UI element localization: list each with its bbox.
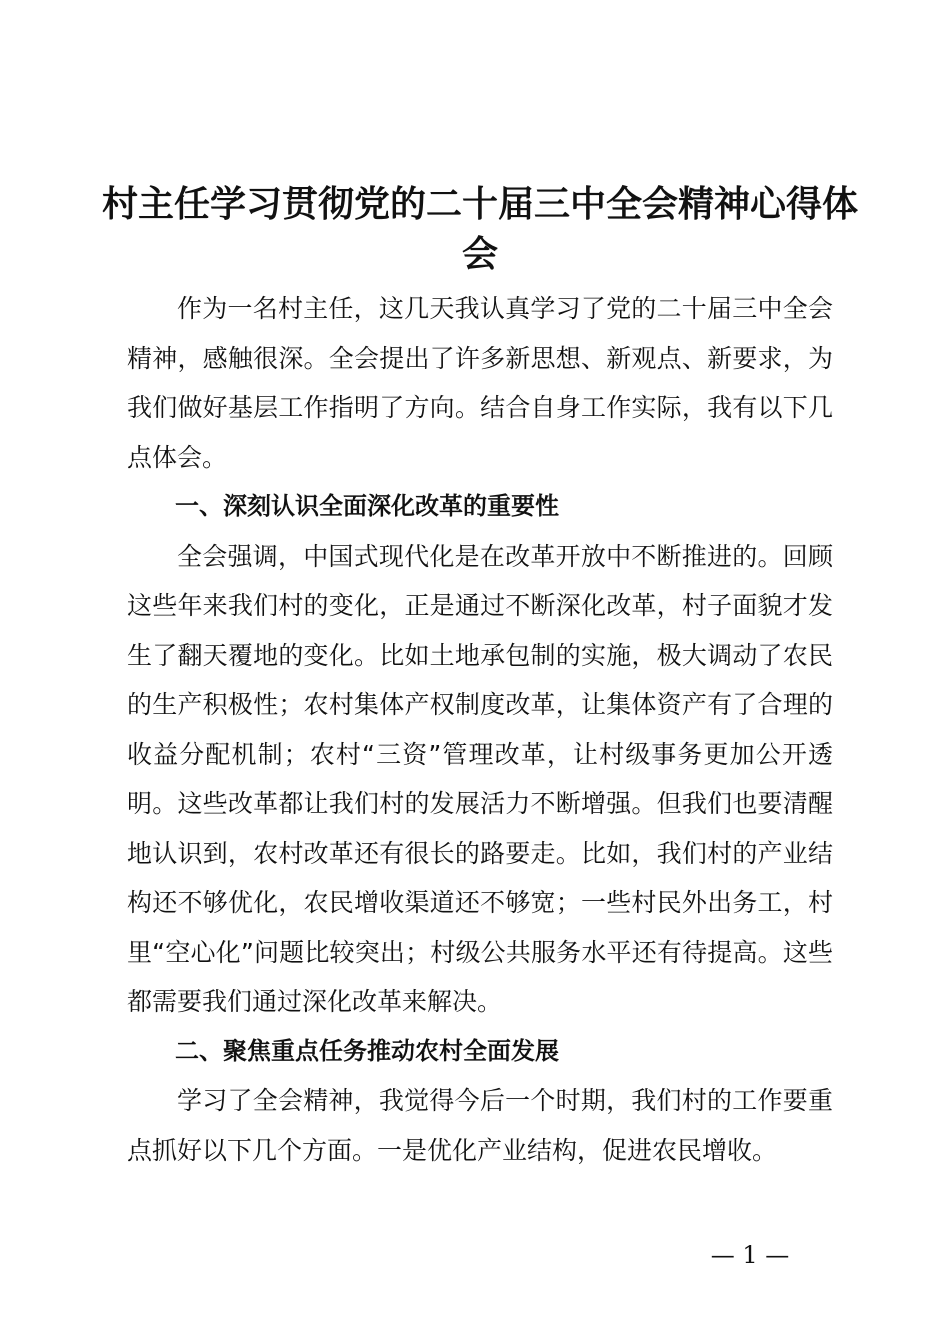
- paragraph-section-1: 全会强调，中国式现代化是在改革开放中不断推进的。回顾这些年来我们村的变化，正是通过不断深化改革，村子面貌才发生了翻天覆地的变化。比如土地承包制的实施，极大调动了农民的生产积极性；农村集体产权制度改革，让集体资产有了合理的收益分配机制；农村“三资”管理改革，让村级事务更加公开透明。这些改革都让我们村的发展活力不断增强。但我们也要清醒地认识到，农村改革还有很长的路要走。比如，我们村的产业结构还不够优化，农民增收渠道还不够宽；一些村民外出务工，村里“空心化”问题比较突出；村级公共服务水平还有待提高。这些都需要我们通过深化改革来解决。: [127, 541, 833, 1016]
- page-number: — 1 —: [710, 1241, 790, 1269]
- document-body: [127, 284, 833, 1175]
- section-heading-2: 二、聚焦重点任务推动农村全面发展: [175, 1036, 559, 1065]
- section-heading-1: 一、深刻认识全面深化改革的重要性: [175, 492, 559, 520]
- paragraph-section-2: 学习了全会精神，我觉得今后一个时期，我们村的工作要重点抓好以下几个方面。一是优化产业结构，促进农民增收。: [127, 1086, 833, 1165]
- paragraph-intro: 作为一名村主任，这几天我认真学习了党的二十届三中全会精神，感触很深。全会提出了许多新思想、新观点、新要求，为我们做好基层工作指明了方向。结合自身工作实际，我有以下几点体会。: [127, 294, 833, 472]
- document-title: 村主任学习贯彻党的二十届三中全会精神心得体会: [101, 184, 858, 275]
